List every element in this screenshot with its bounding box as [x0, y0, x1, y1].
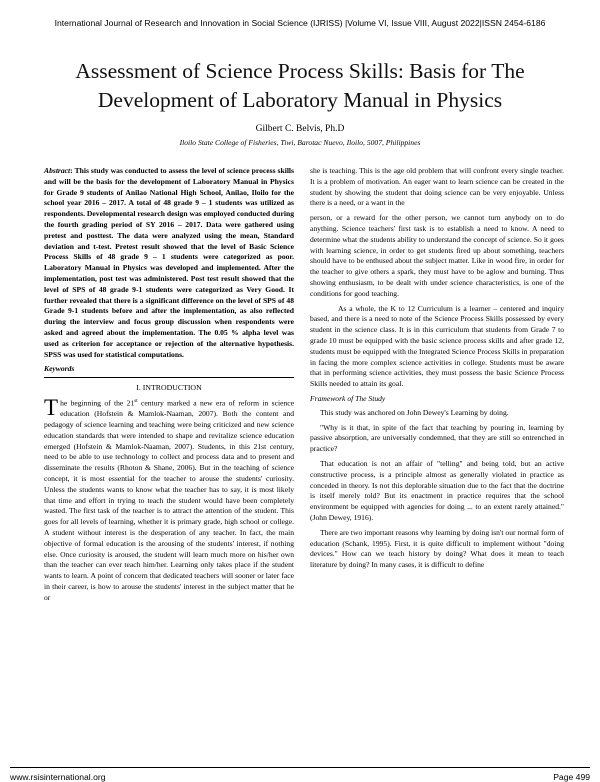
section-heading-introduction: I. INTRODUCTION [136, 383, 202, 393]
author-affiliation: Iloilo State College of Fisheries, Tiwi, Barotac Nuevo, Iloilo, 5007, Philippines [179, 138, 421, 147]
author-name: Gilbert C. Belvis, Ph.D [255, 124, 345, 134]
intro-paragraph [44, 394, 294, 604]
abstract-text: : This study was conducted to assess the level of science process skills and will be the basis for the development of Laboratory Manual in Physics for Grade 9 students of Anilao National High School, Anilao, Iloilo for the school year 2016 – 2017. A total of 48 grade 9 – 1 students was utilized as respondents. Developmental research design was employed conducted during the fourth grading period of SY 2016 – 2017. Data were gathered using pretest and posttest. The data were analyzed using the mean, Standard deviation and t-test. Pretest result showed that the level of Basic Science Process Skills of 48 grade 9 – 1 students were categorized as poor. Laboratory Manual in Physics was developed and implemented. After the implementation, post test was administered. Post test result showed that the level of SPS of 48 grade 9-1 students were categorized as Very Good. It further revealed that there is a significant difference on the level of SPS of 48 Grade 9-1 students before and after the implementation, as also reflected during the interview and focus group discussion when respondents were asked and agreed about the implementation. The 0.05 % alpha level was used as criterion for acceptance or rejection of the alternative hypothesis. SPSS was used for statistical computations. [44, 166, 294, 359]
right-column [310, 166, 564, 575]
page-number: Page 499 [553, 772, 590, 782]
intro-text-rest: century marked a new era of reform in science education (Hofstein & Mamlok-Naaman, 2007). Both the content and pedagogy of science learning and teaching were being criticized and new science education standards that were intended to shape and revitalize science education emerged (Hofstein & Mamlok-Naaman, 2007). Students, in this 21st century, need to be able to use technology to collect and process data and to present and disseminate the results (Rhoton & Shane, 2006). But in the teaching of science concept, it is most essential for the teacher to arouse the students' curiosity. Unless the students wants to know what the teacher has to say, it is most likely that time and effort in trying to teach the student would have been completely wasted. The first task of the teacher is to attract the attention of the student. This goes for all levels of learning, whether it is primary grade, high school or college. A student without interest is the desperation of any teacher. In fact, the main objective of formal education is the arousing of the students' interest, if nothing else. Once curiosity is aroused, the student will learn much more on his/her own than the teacher can ever teach him/her. Learning only takes place if the student wants to learn. A point of concern that dedicated teachers will sooner or later face in their career, is how to arouse the students' interest in the subject matter that he or [44, 398, 294, 602]
introduction-body [44, 394, 294, 604]
footer-divider [10, 767, 590, 768]
drop-cap: T [44, 394, 59, 420]
paper-title: Assessment of Science Process Skills: Basis for The Development of Laboratory Manual in Physics [75, 59, 525, 112]
keywords-label: Keywords [44, 364, 294, 378]
abstract [44, 166, 294, 360]
abstract-label: Abstract [44, 166, 71, 175]
paragraph-dewey-anchor: This study was anchored on John Dewey's Learning by doing. [320, 407, 509, 417]
footer-website: www.rsisinternational.org [10, 772, 106, 782]
paragraph-science-teachers: person, or a reward for the other person, we cannot turn anybody on to do anything. Science teachers' first task is to establish a need to know. A need to determine what the students ability to understand the concept of science. So it goes with learning science, in order to get students fired up about something, teachers should have to be enthused about the subject matter. Like in wood fire, in order for the teacher to give others a spark, they must have to be aglow and burning. Thus showing enthusiasm, to be dealt with under science characteristics, is one of the conditions for good teaching. [310, 213, 564, 298]
intro-superscript: st [134, 398, 138, 404]
paragraph-k12: As a whole, the K to 12 Curriculum is a learner – centered and inquiry based, and there is a need to note of the Science Process Skills possessed by every student in the science class. It is in this curriculum that students from Grade 7 to grade 10 must be equipped with the basic science process skills and after grade 12, students must be equipped with the Integrated Science Process Skills in preparation in facing the more complex science activities in college. Students must be aware that in performing science activities, they must possess the basic Science Process Skills needed to attain its goal. [310, 303, 564, 389]
framework-heading: Framework of The Study [310, 393, 386, 403]
intro-text-start: he beginning of the 21 [60, 398, 135, 408]
paragraph-two-reasons: There are two important reasons why learning by doing isn't our normal form of education (Schank, 1995). First, it is quite difficult to implement without "doing devices." How can we teach history by doing? What does it mean to teach literature by doing? In many cases, it is difficult to define [310, 527, 564, 570]
paragraph-continued: she is teaching. This is the age old problem that will confront every single teacher. It is a problem of motivation. An eager want to learn science can be created in the student by showing the student that doing science can be very enjoyable. Unless there is a need, or a want in the [310, 166, 564, 208]
dewey-quote-2: That education is not an affair of "telling" and being told, but an active constructive process, is a principle almost as generally violated in practice as conceded in theory. Is not this deplorable situation due to the fact that the doctrine is itself merely told? But its enactment in practice requires that the school environment be equipped with agencies for doing ... to an extent rarely attained." (John Dewey, 1916). [310, 458, 564, 522]
journal-header: International Journal of Research and Innovation in Social Science (IJRISS) |Volume VI, Issue VIII, August 2022|ISSN 2454-6186 [54, 18, 546, 28]
left-column [44, 166, 294, 604]
dewey-quote-1: "Why is it that, in spite of the fact that teaching by pouring in, learning by passive absorption, are universally condemned, that they are still so entrenched in practice? [310, 422, 564, 454]
